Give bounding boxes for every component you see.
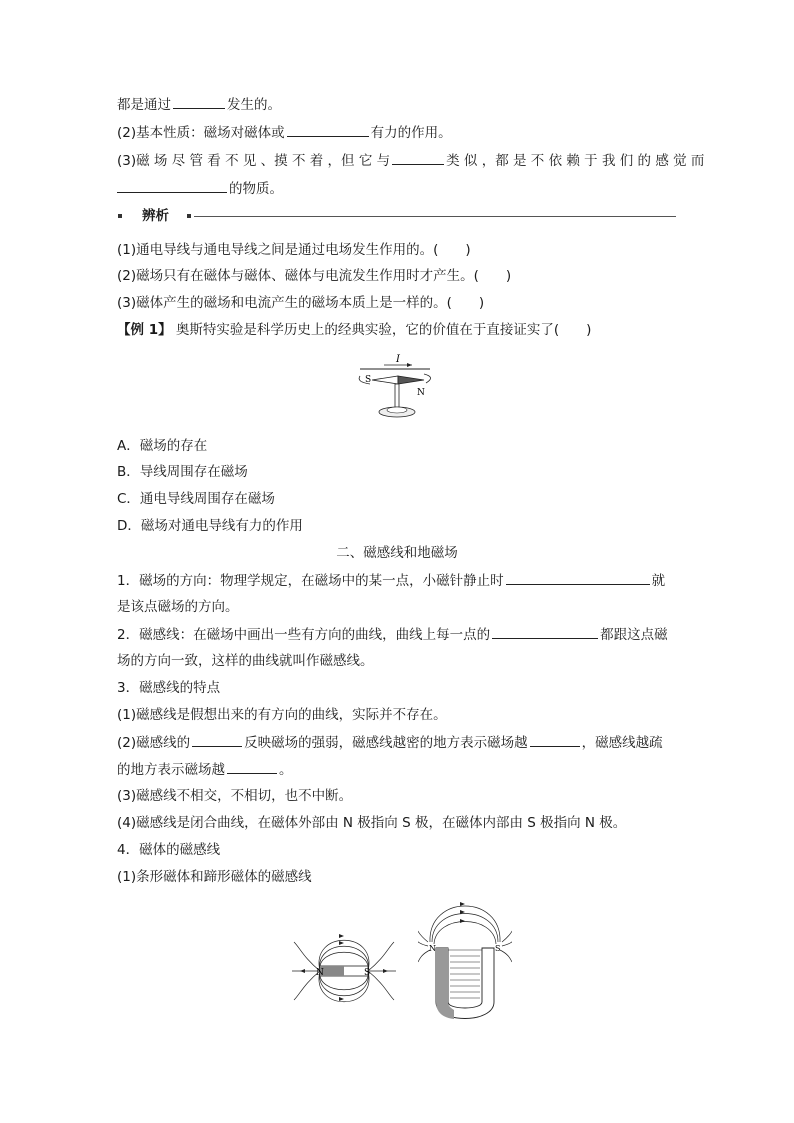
para-4-1: (1)条形磁体和蹄形磁体的磁感线	[117, 869, 312, 885]
text: 反映磁场的强弱，磁感线越密的地方表示磁场越	[244, 735, 528, 751]
option-c: C．通电导线周围存在磁场	[117, 491, 275, 507]
divider	[194, 216, 676, 217]
para-3-1: (1)磁感线是假想出来的有方向的曲线，实际并不存在。	[117, 707, 447, 723]
text: ，磁感线越疏	[581, 735, 663, 751]
south-label: S	[365, 375, 372, 385]
text: 都跟这点磁	[600, 627, 668, 643]
text: (2)磁感线的	[117, 735, 191, 751]
example-tag: 【例 1】	[117, 322, 172, 338]
para-3-title: 3．磁感线的特点	[117, 680, 221, 696]
para-2-cont: 场的方向一致，这样的曲线就叫作磁感线。	[117, 653, 374, 669]
analysis-item: (2)磁场只有在磁体与磁体、磁体与电流发生作用时才产生。( )	[117, 268, 512, 284]
para-4-title: 4．磁体的磁感线	[117, 842, 221, 858]
bar-magnet-figure	[292, 928, 396, 1014]
text: 发生的。	[227, 97, 281, 113]
line-2	[117, 122, 452, 143]
fill-blank[interactable]	[173, 94, 225, 109]
text: 有力的作用。	[370, 125, 452, 141]
current-label: I	[396, 354, 400, 365]
text: 的地方表示磁场越	[117, 762, 225, 778]
para-1-cont: 是该点磁场的方向。	[117, 599, 239, 615]
horse-n-label: N	[429, 944, 436, 953]
fill-blank[interactable]	[506, 570, 650, 585]
text: 类 似 ，都 是 不 依 赖 于 我 们 的 感 觉 而	[446, 153, 705, 169]
text: 2．磁感线：在磁场中画出一些有方向的曲线，曲线上每一点的	[117, 627, 491, 643]
line-4	[117, 178, 283, 199]
square-marker	[187, 214, 191, 218]
option-d: D．磁场对通电导线有力的作用	[117, 518, 303, 534]
fill-blank[interactable]	[192, 732, 242, 747]
text: 的物质。	[229, 181, 283, 197]
para-1	[117, 570, 665, 591]
horseshoe-magnet-figure	[418, 898, 512, 1022]
text: (2)基本性质：磁场对磁体或	[117, 125, 285, 141]
fill-blank[interactable]	[530, 732, 580, 747]
horse-s-label: S	[495, 944, 501, 953]
analysis-item: (1)通电导线与通电导线之间是通过电场发生作用的。( )	[117, 242, 471, 258]
para-3-3: (3)磁感线不相交，不相切，也不中断。	[117, 788, 353, 804]
text: 。	[279, 762, 293, 778]
para-2	[117, 624, 668, 645]
text: (3)磁 场 尽 管 看 不 见 、摸 不 着 ，但 它 与	[117, 153, 391, 169]
fill-blank[interactable]	[392, 150, 444, 165]
fill-blank[interactable]	[287, 122, 369, 137]
bar-n-label: N	[316, 968, 324, 978]
example-question: 奥斯特实验是科学历史上的经典实验，它的价值在于直接证实了( )	[175, 322, 592, 338]
line-1	[117, 94, 281, 115]
line-3	[117, 150, 704, 171]
oersted-figure	[352, 352, 442, 424]
option-a: A．磁场的存在	[117, 438, 208, 454]
fill-blank[interactable]	[227, 759, 277, 774]
example-question-line	[117, 320, 591, 340]
text: 就	[651, 573, 666, 589]
fill-blank[interactable]	[117, 178, 227, 193]
analysis-title: 辨析	[142, 208, 169, 224]
option-b: B．导线周围存在磁场	[117, 464, 248, 480]
square-marker	[118, 214, 122, 218]
text: 都是通过	[117, 97, 171, 113]
section-heading: 二、磁感线和地磁场	[336, 545, 458, 561]
north-label: N	[417, 388, 425, 398]
para-3-4: (4)磁感线是闭合曲线，在磁体外部由 N 极指向 S 极，在磁体内部由 S 极指向 N 极。	[117, 815, 627, 831]
bar-s-label: S	[364, 968, 371, 978]
analysis-item: (3)磁体产生的磁场和电流产生的磁场本质上是一样的。( )	[117, 295, 485, 311]
para-3-2	[117, 732, 663, 753]
fill-blank[interactable]	[492, 624, 598, 639]
para-3-2-cont	[117, 759, 293, 780]
text: 1．磁场的方向：物理学规定，在磁场中的某一点，小磁针静止时	[117, 573, 504, 589]
